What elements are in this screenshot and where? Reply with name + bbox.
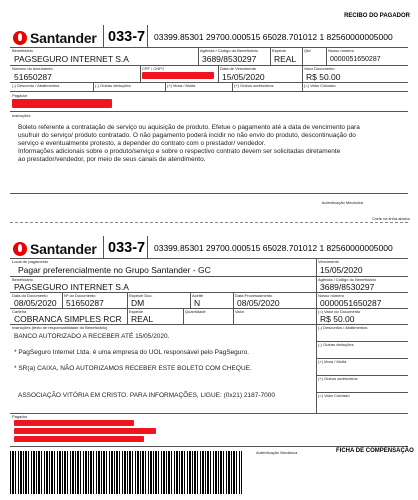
beneficiary-value: PAGSEGURO INTERNET S.A [14,54,129,64]
label-doc-species: Espécie Doc. [129,293,153,298]
compensation-title: FICHA DE COMPENSAÇÃO [336,448,414,454]
digitable-line: 03399.85301 29700.000515 65028.701012 1 82560000005000 [154,32,393,42]
label-beneficiary: Beneficiário [12,277,33,282]
instruction-line: usufruir do serviço/ produto contratado. O não pagamento poderá incidir no não envio do produto, descontinuação do [18,132,356,139]
label-portfolio: Carteira [12,309,27,314]
label-instructions: Instruções (texto de responsabilidade do Beneficiário) [12,325,108,330]
bank-code: 033-7 [108,29,146,45]
instruction-line: Informações adicionais sobre o produto/serviço e sobre o respectivo contrato devem ser solicitadas diretamente [18,148,341,155]
label-doc-value: Valor Documento [304,66,335,71]
cut-line [10,222,408,223]
label-doc-value: (=) Valor do Documento [318,309,361,314]
bank-code: 033-7 [108,240,146,256]
label-processing-date: Data Processamento [235,293,273,298]
agency-code-value: 3689/8530297 [320,282,375,292]
label-our-number: Nosso número [318,293,345,298]
label-due-date: Vencimento [318,259,339,264]
redacted-cpf [142,72,214,79]
instruction-line: * SR(a) CAIXA, NÃO AUTORIZAMOS RECEBER ESTE BOLETO COM CHEQUE. [14,365,252,372]
payment-place-value: Pagar preferencialmente no Grupo Santander - GC [18,265,211,275]
label-beneficiary: Beneficiário [12,48,33,53]
santander-flame-icon [13,242,27,256]
instruction-line: Boleto referente a contratação de serviço ou aquisição de produto. Efetue o pagamento até a data de vencimento para [18,124,360,131]
label-other-deductions: (-) Outras deduções [95,83,131,88]
instruction-line: BANCO AUTORIZADO A RECEBER ATÉ 15/05/2020. [14,333,170,340]
label-doc-number: Número do documento [12,66,53,71]
label-agency-code: Agência / Código do Beneficiário [318,277,377,282]
label-value: Valor [235,309,245,314]
redacted-payer-city [14,436,144,442]
label-other-additions: (+) Outros acréscimos [234,83,274,88]
label-species: Espécie [129,309,144,314]
processing-date-value: 08/05/2020 [237,298,280,308]
label-payment-place: Local de pagamento [12,259,49,264]
due-date-value: 15/05/2020 [320,265,363,275]
doc-date-value: 08/05/2020 [14,298,57,308]
doc-number-value: 51650287 [14,72,52,82]
beneficiary-value: PAGSEGURO INTERNET S.A [14,282,129,292]
barcode [10,451,242,494]
our-number-value: 0000051650287 [330,56,381,63]
santander-logo [13,241,97,257]
bank-name: Santander [30,241,97,257]
accept-value: N [194,298,201,308]
santander-flame-icon [13,31,27,45]
label-fine: (+) Mora / Multa [318,359,347,364]
species-value: REAL [274,54,297,64]
label-quantity: Quantidade [185,309,206,314]
label-charged-value: (=) Valor Cobrado [318,393,350,398]
mechanical-auth: Autenticação Mecânica [321,200,363,205]
label-doc-number: Nº do Documento [64,293,96,298]
label-discount: (-) Descontos / Abatimentos [318,325,368,330]
instruction-line: ao prestador/vendedor, por meio de seus canais de atendimento. [18,156,206,163]
doc-value: R$ 50.00 [320,314,355,324]
mechanical-auth: Autenticação Mecânica [256,450,298,455]
label-species: Espécie [272,48,287,53]
label-other-additions: (+) Outros acréscimos [318,376,358,381]
our-number-value: 0000051650287 [320,298,382,308]
doc-number-value: 51650287 [66,298,104,308]
label-discount: (-) Desconto / Abatimentos [12,83,60,88]
label-doc-date: Data do Documento [12,293,48,298]
species-value: REAL [131,314,154,324]
label-payer: Pagador [12,93,28,98]
digitable-line: 03399.85301 29700.000515 65028.701012 1 82560000005000 [154,243,393,253]
label-cpf-cnpj: CPF / CNPJ [142,66,164,71]
santander-logo [13,30,97,46]
instruction-line: * PagSeguro Internet Ltda. é uma empresa do UOL responsável pelo PagSeguro. [14,349,249,356]
doc-value: R$ 50.00 [306,72,341,82]
receipt-header: RECIBO DO PAGADOR [344,13,410,19]
redacted-payer-name [14,420,134,426]
due-date-value: 15/05/2020 [222,72,265,82]
label-fine: (+) Mora / Multa [167,83,196,88]
instruction-line: ASSOCIAÇÃO VITÓRIA EM CRISTO. PARA INFORMAÇÕES, LIGUE: (0x21) 2187-7000 [18,392,275,399]
bank-name: Santander [30,30,97,46]
label-other-deductions: (-) Outras deduções [318,342,354,347]
label-instructions: Instruções [12,113,31,118]
label-our-number: Nosso número [328,48,355,53]
portfolio-value: COBRANCA SIMPLES RCR [14,314,122,324]
label-charged-value: (=) Valor Cobrado [304,83,336,88]
label-accept: Aceite [192,293,204,298]
label-due-date: Data de Vencimento [220,66,257,71]
cut-here: Corte na linha abaixo [372,216,410,221]
label-qty: Qtd [304,48,311,53]
doc-species-value: DM [131,298,145,308]
label-agency-code: Agência / Código do Beneficiário [200,48,259,53]
instruction-line: serviço e eventualmente protesto, a depender do contrato com o prestador/ vendedor. [18,140,266,147]
redacted-payer-address [14,428,156,434]
agency-code-value: 3689/8530297 [202,54,257,64]
label-payer: Pagador [12,414,28,419]
redacted-payer [12,99,112,108]
